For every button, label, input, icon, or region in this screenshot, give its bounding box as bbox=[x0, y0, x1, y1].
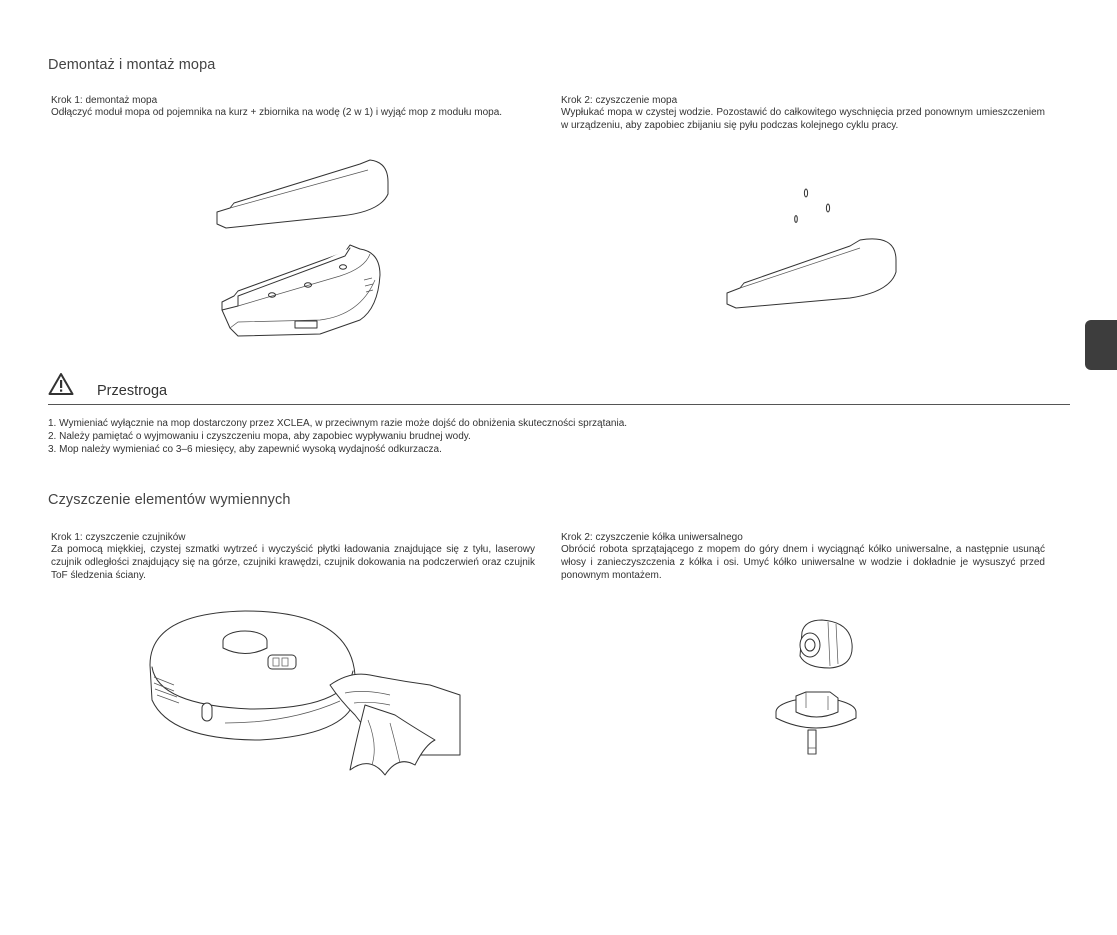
section-title-parts: Czyszczenie elementów wymiennych bbox=[48, 492, 291, 508]
step2-mop-heading: Krok 2: czyszczenie mopa bbox=[561, 95, 678, 106]
section-title-mop: Demontaż i montaż mopa bbox=[48, 57, 216, 73]
chapter-tab bbox=[1085, 320, 1117, 370]
robot-cleaning-illustration bbox=[140, 605, 470, 780]
step2-wheel-heading: Krok 2: czyszczenie kółka uniwersalnego bbox=[561, 532, 743, 543]
universal-wheel-illustration bbox=[770, 612, 860, 760]
step1-mop-block bbox=[51, 95, 535, 119]
step1-sensors-body: Za pomocą miękkiej, czystej szmatki wytrzeć i wyczyścić płytki ładowania znajdujące się z tyłu, laserowy czujnik odległości znajdujący się na górze, czujniki krawędzi, czujnik dokowania na podczerwień oraz czujnik ToF śledzenia ściany. bbox=[51, 544, 535, 581]
step1-mop-heading: Krok 1: demontaż mopa bbox=[51, 95, 158, 106]
step1-sensors-block bbox=[51, 532, 535, 582]
mop-washing-illustration bbox=[720, 180, 905, 315]
step2-mop-block bbox=[561, 95, 1045, 132]
warning-triangle-icon bbox=[48, 372, 74, 396]
step2-wheel-body: Obrócić robota sprzątającego z mopem do góry dnem i wyciągnąć kółko uniwersalne, a następnie usunąć włosy i zanieczyszczenia z kółka i osi. Umyć kółko uniwersalne w wodzie i dokładnie je wysuszyć przed ponownym montażem. bbox=[561, 544, 1045, 581]
step2-wheel-block bbox=[561, 532, 1045, 582]
caution-list bbox=[48, 417, 948, 456]
caution-divider bbox=[48, 404, 1070, 405]
caution-item: 3. Mop należy wymieniać co 3–6 miesięcy, aby zapewnić wysoką wydajność odkurzacza. bbox=[48, 444, 442, 455]
step2-mop-body: Wypłukać mopa w czystej wodzie. Pozostawić do całkowitego wyschnięcia przed ponownym umieszczeniem w urządzeniu, aby zapobiec zbijaniu się pyłu podczas kolejnego cyklu pracy. bbox=[561, 107, 1045, 131]
caution-item: 2. Należy pamiętać o wyjmowaniu i czyszczeniu mopa, aby zapobiec wypływaniu brudnej wody. bbox=[48, 431, 471, 442]
caution-item: 1. Wymieniać wyłącznie na mop dostarczony przez XCLEA, w przeciwnym razie może dojść do obniżenia skuteczności sprzątania. bbox=[48, 418, 628, 429]
step1-mop-body: Odłączyć moduł mopa od pojemnika na kurz + zbiornika na wodę (2 w 1) i wyjąć mop z modułu mopa. bbox=[51, 107, 503, 118]
step1-sensors-heading: Krok 1: czyszczenie czujników bbox=[51, 532, 186, 543]
caution-title: Przestroga bbox=[97, 383, 168, 399]
mop-module-illustration bbox=[210, 150, 395, 345]
